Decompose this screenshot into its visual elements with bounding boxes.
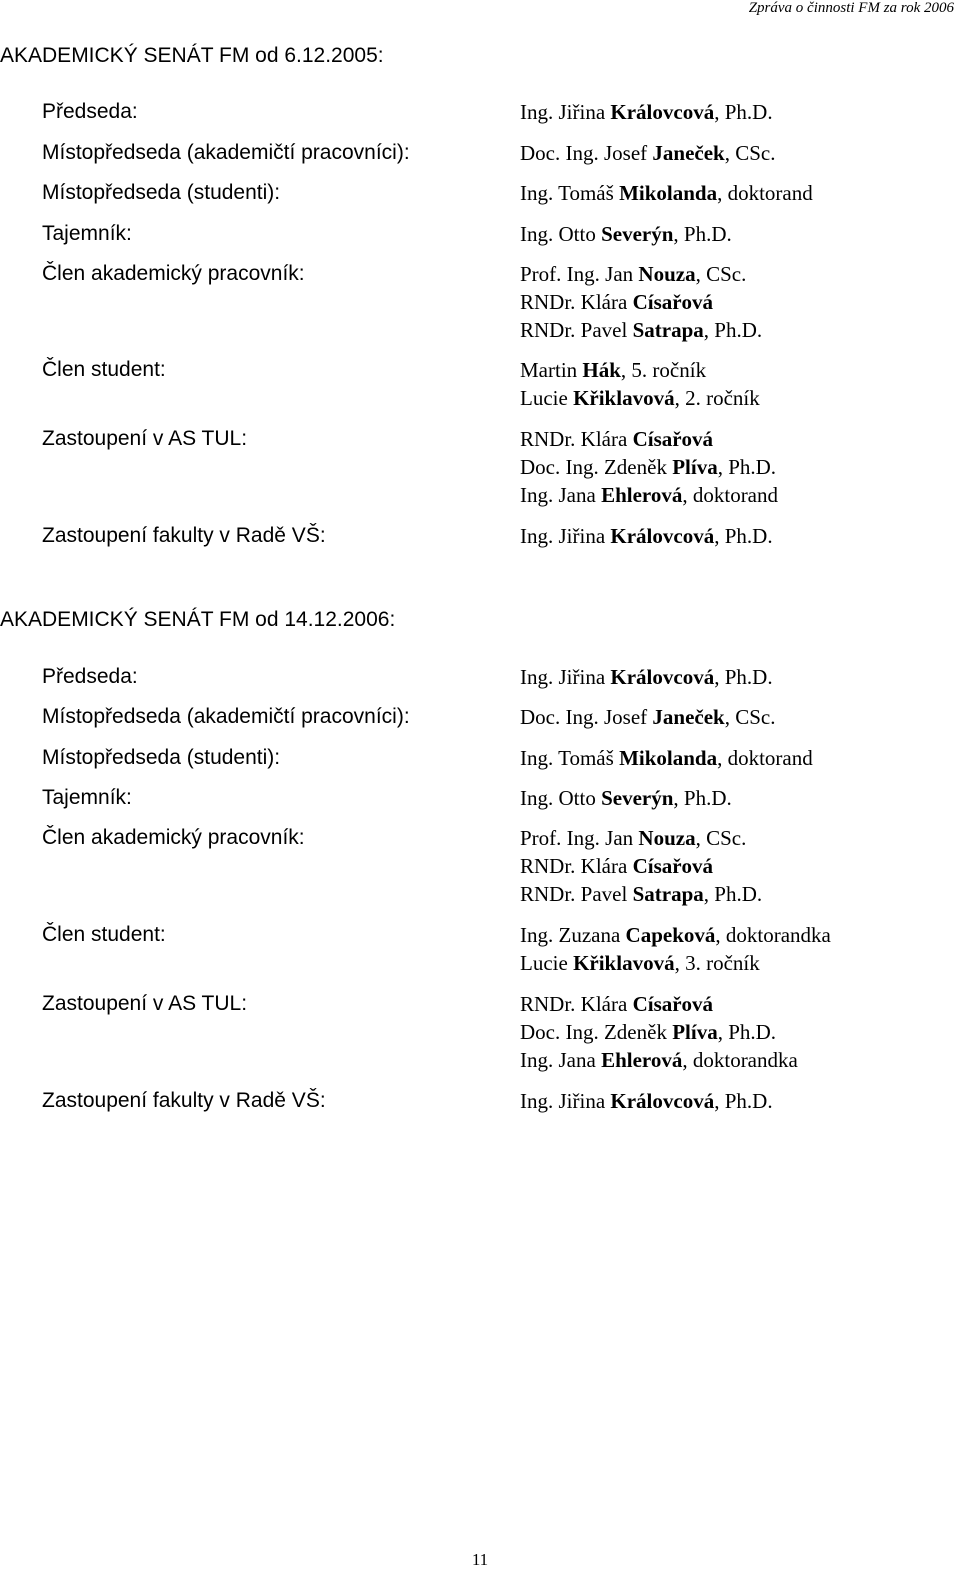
person-entry bbox=[520, 784, 732, 812]
person-suffix: , Ph.D. bbox=[714, 665, 773, 689]
person-surname: Plíva bbox=[672, 455, 718, 479]
person-surname: Severýn bbox=[601, 222, 674, 246]
label-member-staff: Člen akademický pracovník: bbox=[42, 262, 305, 285]
person-entry bbox=[520, 220, 732, 248]
person-surname: Nouza bbox=[638, 262, 696, 286]
person-surname: Mikolanda bbox=[619, 746, 718, 770]
person-suffix: , Ph.D. bbox=[717, 1020, 777, 1044]
person-entry bbox=[520, 990, 798, 1018]
label-vice-chair-students: Místopředseda (studenti): bbox=[42, 181, 281, 204]
person-entry bbox=[520, 453, 778, 481]
person-title: Ing. Jiřina bbox=[520, 1089, 611, 1113]
person-title: Martin bbox=[520, 358, 583, 382]
person-surname: Plíva bbox=[672, 1020, 718, 1044]
value-vice-chair-students bbox=[520, 179, 813, 207]
person-title: Ing. Jiřina bbox=[520, 100, 611, 124]
person-suffix: , doktorandka bbox=[715, 923, 831, 947]
person-title: Ing. Jiřina bbox=[520, 524, 611, 548]
value-member-student bbox=[520, 921, 831, 977]
label-as-tul: Zastoupení v AS TUL: bbox=[42, 992, 248, 1015]
person-entry bbox=[520, 1046, 798, 1074]
person-suffix: , Ph.D. bbox=[714, 1089, 773, 1113]
person-suffix: , Ph.D. bbox=[673, 222, 732, 246]
person-surname: Hák bbox=[582, 358, 621, 382]
person-title: RNDr. Pavel bbox=[520, 318, 633, 342]
person-surname: Ehlerová bbox=[601, 1048, 683, 1072]
person-title: Ing. Jiřina bbox=[520, 665, 611, 689]
value-secretary bbox=[520, 220, 732, 248]
value-secretary bbox=[520, 784, 732, 812]
person-surname: Satrapa bbox=[632, 318, 704, 342]
person-title: Ing. Zuzana bbox=[520, 923, 626, 947]
person-entry bbox=[520, 1087, 773, 1115]
page-number: 11 bbox=[471, 1550, 489, 1569]
person-suffix: , CSc. bbox=[695, 262, 747, 286]
label-member-student: Člen student: bbox=[42, 358, 166, 381]
label-member-staff: Člen akademický pracovník: bbox=[42, 826, 305, 849]
person-suffix: , Ph.D. bbox=[673, 786, 732, 810]
person-suffix: , 3. ročník bbox=[674, 951, 760, 975]
section-title: AKADEMICKÝ SENÁT FM od 6.12.2005: bbox=[0, 44, 384, 67]
label-secretary: Tajemník: bbox=[42, 222, 132, 245]
person-surname: Mikolanda bbox=[619, 181, 718, 205]
person-entry bbox=[520, 260, 762, 288]
person-surname: Křiklavová bbox=[573, 951, 675, 975]
value-vice-chair-students bbox=[520, 744, 813, 772]
person-surname: Císařová bbox=[632, 427, 714, 451]
person-surname: Královcová bbox=[610, 1089, 715, 1113]
person-title: Ing. Otto bbox=[520, 222, 602, 246]
person-entry bbox=[520, 522, 773, 550]
person-suffix: , Ph.D. bbox=[714, 100, 773, 124]
person-surname: Královcová bbox=[610, 665, 715, 689]
person-title: RNDr. Pavel bbox=[520, 882, 633, 906]
value-member-student bbox=[520, 356, 760, 412]
person-entry bbox=[520, 179, 813, 207]
person-suffix: , Ph.D. bbox=[703, 882, 763, 906]
person-entry bbox=[520, 1018, 798, 1046]
person-surname: Nouza bbox=[638, 826, 696, 850]
person-title: Prof. Ing. Jan bbox=[520, 826, 639, 850]
person-entry bbox=[520, 949, 831, 977]
person-suffix: , Ph.D. bbox=[717, 455, 777, 479]
label-council: Zastoupení fakulty v Radě VŠ: bbox=[42, 1089, 326, 1112]
label-member-student: Člen student: bbox=[42, 923, 166, 946]
person-title: RNDr. Klára bbox=[520, 992, 633, 1016]
person-title: RNDr. Klára bbox=[520, 290, 633, 314]
value-chair bbox=[520, 98, 773, 126]
person-entry bbox=[520, 880, 762, 908]
value-vice-chair-staff bbox=[520, 703, 775, 731]
person-suffix: , CSc. bbox=[695, 826, 747, 850]
person-title: Doc. Ing. Josef bbox=[520, 705, 653, 729]
person-suffix: , doktorandka bbox=[682, 1048, 798, 1072]
person-title: Doc. Ing. Zdeněk bbox=[520, 1020, 673, 1044]
person-surname: Capeková bbox=[625, 923, 716, 947]
person-title: Prof. Ing. Jan bbox=[520, 262, 639, 286]
person-title: Ing. Jana bbox=[520, 483, 602, 507]
person-suffix: , CSc. bbox=[724, 141, 776, 165]
person-surname: Janeček bbox=[652, 705, 725, 729]
label-council: Zastoupení fakulty v Radě VŠ: bbox=[42, 524, 326, 547]
person-surname: Císařová bbox=[632, 992, 714, 1016]
value-member-staff bbox=[520, 260, 762, 344]
person-entry bbox=[520, 425, 778, 453]
person-surname: Ehlerová bbox=[601, 483, 683, 507]
section-title: AKADEMICKÝ SENÁT FM od 14.12.2006: bbox=[0, 608, 396, 631]
person-entry bbox=[520, 356, 760, 384]
label-secretary: Tajemník: bbox=[42, 786, 132, 809]
person-surname: Křiklavová bbox=[573, 386, 675, 410]
person-entry bbox=[520, 316, 762, 344]
running-header: Zpráva o činnosti FM za rok 2006 bbox=[748, 0, 954, 16]
person-title: Ing. Jana bbox=[520, 1048, 602, 1072]
person-suffix: , doktorand bbox=[682, 483, 779, 507]
value-member-staff bbox=[520, 824, 762, 908]
person-title: Lucie bbox=[520, 951, 574, 975]
label-vice-chair-staff: Místopředseda (akademičtí pracovníci): bbox=[42, 141, 410, 164]
person-entry bbox=[520, 288, 762, 316]
person-title: RNDr. Klára bbox=[520, 854, 633, 878]
value-as-tul bbox=[520, 990, 798, 1074]
label-chair: Předseda: bbox=[42, 100, 138, 123]
person-title: Lucie bbox=[520, 386, 574, 410]
person-surname: Císařová bbox=[632, 854, 714, 878]
value-council bbox=[520, 1087, 773, 1115]
person-title: RNDr. Klára bbox=[520, 427, 633, 451]
person-surname: Janeček bbox=[652, 141, 725, 165]
person-suffix: , 5. ročník bbox=[620, 358, 707, 382]
person-suffix: , Ph.D. bbox=[714, 524, 773, 548]
person-surname: Císařová bbox=[632, 290, 714, 314]
person-entry bbox=[520, 139, 775, 167]
label-vice-chair-staff: Místopředseda (akademičtí pracovníci): bbox=[42, 705, 410, 728]
person-title: Ing. Tomáš bbox=[520, 746, 620, 770]
person-entry bbox=[520, 921, 831, 949]
person-surname: Satrapa bbox=[632, 882, 704, 906]
value-as-tul bbox=[520, 425, 778, 509]
person-suffix: , CSc. bbox=[724, 705, 776, 729]
person-entry bbox=[520, 824, 762, 852]
person-suffix: , doktorand bbox=[717, 181, 813, 205]
person-entry bbox=[520, 481, 778, 509]
person-surname: Severýn bbox=[601, 786, 674, 810]
person-entry bbox=[520, 98, 773, 126]
label-as-tul: Zastoupení v AS TUL: bbox=[42, 427, 248, 450]
person-surname: Královcová bbox=[610, 524, 715, 548]
value-vice-chair-staff bbox=[520, 139, 775, 167]
value-chair bbox=[520, 663, 773, 691]
person-title: Ing. Tomáš bbox=[520, 181, 620, 205]
label-chair: Předseda: bbox=[42, 665, 138, 688]
person-entry bbox=[520, 663, 773, 691]
person-entry bbox=[520, 703, 775, 731]
person-suffix: , 2. ročník bbox=[674, 386, 760, 410]
person-entry bbox=[520, 852, 762, 880]
value-council bbox=[520, 522, 773, 550]
person-suffix: , doktorand bbox=[717, 746, 813, 770]
person-entry bbox=[520, 384, 760, 412]
person-surname: Královcová bbox=[610, 100, 715, 124]
label-vice-chair-students: Místopředseda (studenti): bbox=[42, 746, 281, 769]
person-entry bbox=[520, 744, 813, 772]
person-title: Doc. Ing. Josef bbox=[520, 141, 653, 165]
person-title: Doc. Ing. Zdeněk bbox=[520, 455, 673, 479]
person-suffix: , Ph.D. bbox=[703, 318, 763, 342]
person-title: Ing. Otto bbox=[520, 786, 602, 810]
